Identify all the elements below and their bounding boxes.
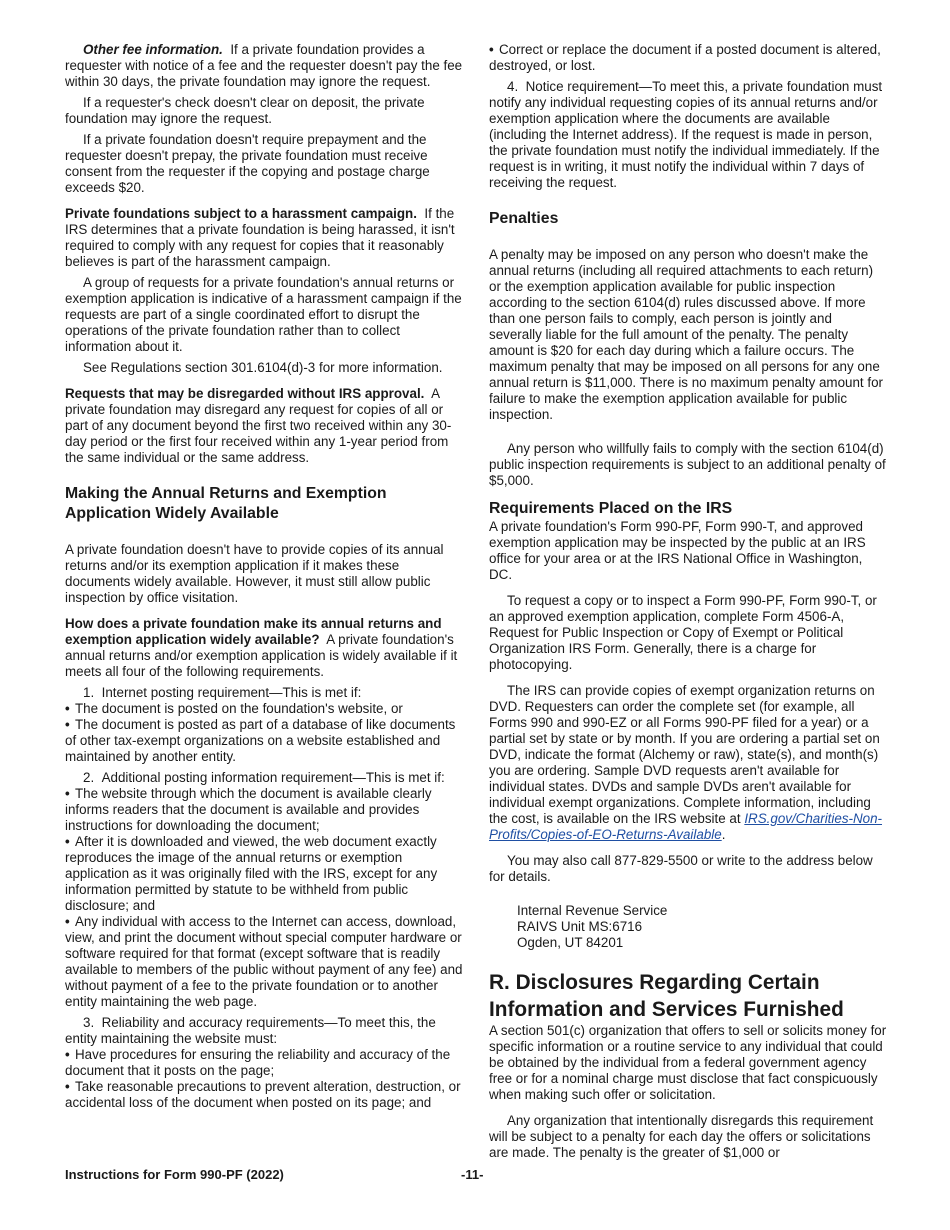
section-heading: Requirements Placed on the IRS — [489, 500, 733, 517]
paragraph — [65, 206, 463, 270]
paragraph: To request a copy or to inspect a Form 990-PF, Form 990-T, or an approved exemption application, complete Form 4506-A, Request for Public Inspection or Copy of Exempt or Political Organization IRS Form. Generally, there is a charge for photocopying. — [489, 593, 877, 672]
list-item: 4. Notice requirement—To meet this, a private foundation must notify any individual requesting copies of its annual returns and/or exemption application where the documents are available (including the Internet address). If the request is made in person, the private foundation must notify the individual immediately. If the request is in writing, it must notify the individual within 7 days of receiving the request. — [489, 79, 883, 190]
address-line: Internal Revenue Service — [517, 903, 668, 918]
left-column — [65, 42, 463, 1111]
paragraph: Any person who willfully fails to comply with the section 6104(d) public inspection requirements is subject to an additional penalty of $5,000. — [489, 441, 886, 488]
bullet-item — [65, 786, 463, 834]
paragraph: See Regulations section 301.6104(d)-3 for more information. — [83, 360, 443, 375]
paragraph-text: If a private foundation provides a requester with notice of a fee and the requester doesn't pay the fee within 30 days, the private foundation may ignore the request. — [65, 42, 463, 89]
paragraph-text: A private foundation may disregard any request for copies of all or part of any document beyond the first two received within any 30-day period or the first four received within any 1-year period from the same individual or the same address. — [65, 386, 452, 465]
paragraph — [65, 616, 463, 680]
paragraph-text: If the IRS determines that a private foundation is being harassed, it isn't required to comply with any request for copies that it reasonably believes is part of the harassment campaign. — [65, 206, 455, 269]
paragraph: A penalty may be imposed on any person who doesn't make the annual returns (including all required attachments to each return) or the exemption application available for public inspection according to the section 6104(d) rules discussed above. If more than one person fails to comply, each person is jointly and severally liable for the full amount of the penalty. The penalty amount is $20 for each day during which a failure occurs. The maximum penalty that may be imposed on all persons for any one annual return is $11,000. There is no maximum penalty amount for failure to make the exemption application available for public inspection. — [489, 247, 883, 422]
list-item: 3. Reliability and accuracy requirements—To meet this, the entity maintaining the website must: — [65, 1015, 436, 1046]
bullet-text: The document is posted as part of a database of like documents of other tax-exempt organizations on a website established and maintained by another entity. — [65, 717, 456, 764]
bullet-item — [65, 1047, 463, 1079]
bullet-item — [65, 1079, 463, 1111]
paragraph — [65, 386, 463, 466]
paragraph-text: A private foundation's annual returns and/or exemption application is widely available if it meets all four of the following requirements. — [65, 632, 458, 679]
run-in-heading: Other fee information. — [83, 42, 223, 57]
address-line: RAIVS Unit MS:6716 — [517, 919, 643, 934]
paragraph: If a private foundation doesn't require prepayment and the requester doesn't prepay, the private foundation must receive consent from the requester if the copying and postage charge exceeds $20. — [65, 132, 430, 195]
page-footer — [65, 1167, 887, 1185]
bullet-text: Take reasonable precautions to prevent alteration, destruction, or accidental loss of the document when posted on its page; and — [65, 1079, 461, 1110]
major-section-heading: R. Disclosures Regarding Certain Information and Services Furnished — [489, 971, 844, 1021]
page-number: -11- — [461, 1167, 484, 1182]
run-in-heading: How does a private foundation make its annual returns and exemption application widely available? — [65, 616, 442, 647]
paragraph: A private foundation's Form 990-PF, Form 990-T, and approved exemption application may be inspected by the public at an IRS office for your area or at the IRS National Office in Washington, DC. — [489, 519, 866, 582]
bullet-text: After it is downloaded and viewed, the web document exactly reproduces the image of the annual returns or exemption application as it was originally filed with the IRS, except for any information permitted by statute to be withheld from public disclosure; and — [65, 834, 438, 913]
paragraph — [65, 42, 463, 90]
bullet-item — [489, 42, 887, 74]
address-line: Ogden, UT 84201 — [517, 935, 624, 950]
run-in-heading: Requests that may be disregarded without IRS approval. — [65, 386, 425, 401]
paragraph-text: The IRS can provide copies of exempt organization returns on DVD. Requesters can order the complete set (for example, all Forms 990 and 990-EZ or all Forms 990-PF filed for a year) or a partial set by state or by month. If you are ordering a partial set on DVD, indicate the format (Alchemy or raw), state(s), and month(s) you are ordering. Sample DVD requests aren't available for individual states. DVDs and sample DVDs aren't available for individual exempt organizations. Complete information, including the cost, is available on the IRS website at — [489, 683, 880, 826]
paragraph: Any organization that intentionally disregards this requirement will be subject to a penalty for each day the offers or solicitations are made. The penalty is the greater of $1,000 or — [489, 1113, 874, 1160]
bullet-text: The website through which the document is available clearly informs readers that the document is available and provides instructions for downloading the document; — [65, 786, 432, 833]
paragraph: A section 501(c) organization that offers to sell or solicits money for specific information or a routine service to any individual that could be obtained by the individual from a federal government agency free or for a nominal charge must disclose that fact conspicuously when making such offer or solicitation. — [489, 1023, 887, 1102]
bullet-item — [65, 717, 463, 765]
irs-copies-link[interactable]: IRS.gov/Charities-Non-Profits/Copies-of-EO-Returns-Available — [489, 811, 883, 842]
list-item: 1. Internet posting requirement—This is met if: — [83, 685, 362, 700]
list-item: 2. Additional posting information requirement—This is met if: — [83, 770, 445, 785]
paragraph: You may also call 877-829-5500 or write to the address below for details. — [489, 853, 873, 884]
bullet-text: Any individual with access to the Internet can access, download, view, and print the document without special computer hardware or software required for that format (except software that is readily available to members of the public without payment of any fee) and without payment of a fee to the private foundation or to another entity maintaining the web page. — [65, 914, 463, 1009]
bullet-text: Correct or replace the document if a posted document is altered, destroyed, or lost. — [489, 42, 881, 73]
paragraph-text: . — [721, 827, 726, 842]
paragraph: A group of requests for a private foundation's annual returns or exemption application is indicative of a harassment campaign if the requests are part of a single coordinated effort to disrupt the operations of the private foundation rather than to collect information about it. — [65, 275, 462, 354]
section-heading: Making the Annual Returns and Exemption Application Widely Available — [65, 485, 387, 522]
bullet-item — [65, 701, 463, 717]
paragraph: A private foundation doesn't have to provide copies of its annual returns and/or its exemption application if it makes these documents widely available. However, it must still allow public inspection by office visitation. — [65, 542, 444, 605]
paragraph: If a requester's check doesn't clear on deposit, the private foundation may ignore the request. — [65, 95, 425, 126]
bullet-text: Have procedures for ensuring the reliability and accuracy of the document that it posts on the page; — [65, 1047, 451, 1078]
paragraph — [489, 683, 887, 843]
bullet-text: The document is posted on the foundation's website, or — [75, 701, 403, 716]
section-heading: Penalties — [489, 210, 559, 227]
bullet-item — [65, 914, 463, 1010]
mailing-address — [489, 903, 887, 951]
footer-title: Instructions for Form 990-PF (2022) — [65, 1167, 284, 1182]
right-column — [489, 42, 887, 1161]
run-in-heading: Private foundations subject to a harassment campaign. — [65, 206, 417, 221]
bullet-item — [65, 834, 463, 914]
